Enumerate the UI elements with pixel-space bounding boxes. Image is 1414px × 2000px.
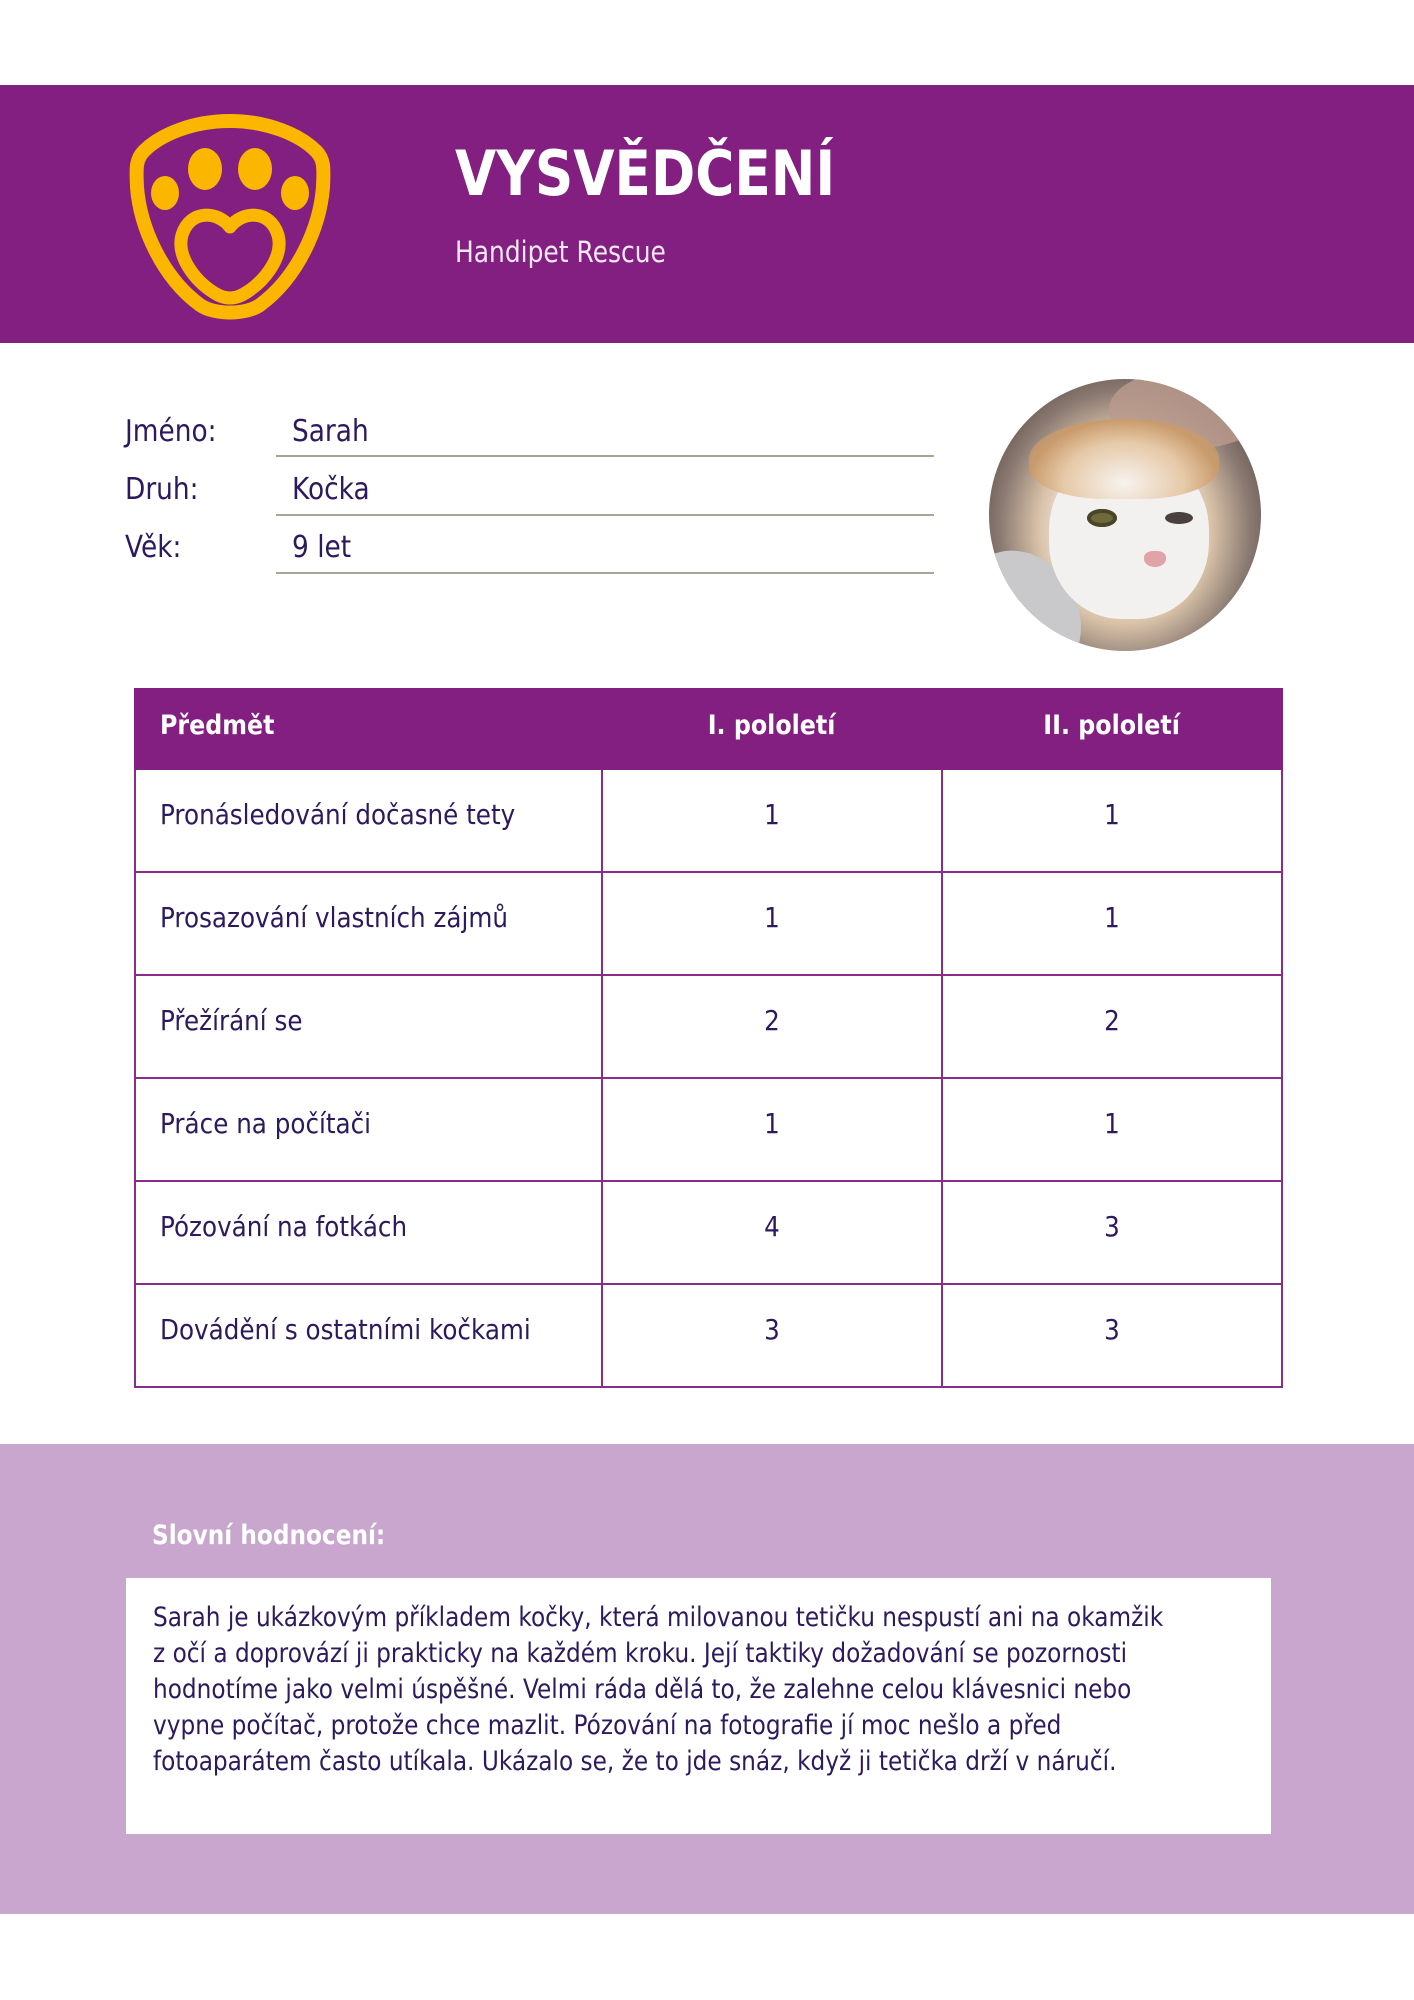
table-row	[135, 872, 1282, 975]
table-row	[135, 975, 1282, 1078]
grade-first-half: 1	[602, 1078, 942, 1181]
header-band	[0, 85, 1414, 343]
grades-table	[134, 688, 1283, 1388]
grade-first-half: 2	[602, 975, 942, 1078]
evaluation-heading: Slovní hodnocení:	[152, 1520, 386, 1551]
page-title: VYSVĚDČENÍ	[455, 137, 836, 210]
column-header-subject: Předmět	[135, 689, 602, 769]
column-header-first-half: I. pololetí	[602, 689, 942, 769]
subject-cell: Dovádění s ostatními kočkami	[135, 1284, 602, 1387]
subject-cell: Pózování na fotkách	[135, 1181, 602, 1284]
evaluation-box	[126, 1578, 1271, 1834]
subject-cell: Pronásledování dočasné tety	[135, 769, 602, 872]
subject-cell: Přežírání se	[135, 975, 602, 1078]
grade-second-half: 1	[942, 1078, 1282, 1181]
age-label: Věk:	[125, 530, 182, 565]
name-underline	[276, 455, 934, 457]
grades-header-row	[135, 689, 1282, 769]
photo-cat-nose	[1144, 551, 1166, 567]
evaluation-line: fotoaparátem často utíkala. Ukázalo se, že to jde snáz, když ji tetička drží v náručí.	[153, 1746, 1117, 1777]
photo-cat-fur	[1029, 419, 1219, 499]
column-header-second-half: II. pololetí	[942, 689, 1282, 769]
organization-name: Handipet Rescue	[455, 235, 666, 269]
table-row	[135, 769, 1282, 872]
subject-cell: Prosazování vlastních zájmů	[135, 872, 602, 975]
grade-first-half: 1	[602, 872, 942, 975]
species-value: Kočka	[292, 472, 370, 507]
paw-heart-shield-icon	[122, 107, 338, 323]
pet-photo	[989, 379, 1261, 651]
evaluation-section	[0, 1444, 1414, 1914]
evaluation-line: hodnotíme jako velmi úspěšné. Velmi ráda dělá to, že zalehne celou klávesnici nebo	[153, 1674, 1132, 1705]
age-value: 9 let	[292, 530, 352, 565]
grade-second-half: 1	[942, 769, 1282, 872]
table-row	[135, 1078, 1282, 1181]
photo-cat-eye-left	[1087, 509, 1117, 527]
grade-first-half: 4	[602, 1181, 942, 1284]
table-row	[135, 1284, 1282, 1387]
species-label: Druh:	[125, 472, 199, 507]
species-row	[0, 472, 940, 532]
grade-first-half: 3	[602, 1284, 942, 1387]
subject-cell: Práce na počítači	[135, 1078, 602, 1181]
name-row	[0, 414, 940, 474]
grade-second-half: 1	[942, 872, 1282, 975]
evaluation-line: Sarah je ukázkovým příkladem kočky, která milovanou tetičku nespustí ani na okamžik	[153, 1602, 1164, 1633]
grade-first-half: 1	[602, 769, 942, 872]
grade-second-half: 3	[942, 1284, 1282, 1387]
name-label: Jméno:	[125, 414, 217, 449]
name-value: Sarah	[292, 414, 369, 449]
species-underline	[276, 514, 934, 516]
evaluation-line: z očí a doprovází ji prakticky na každém kroku. Její taktiky dožadování se pozornosti	[153, 1638, 1128, 1669]
evaluation-text	[153, 1600, 1219, 1780]
age-row	[0, 530, 940, 590]
photo-cat-eye-right	[1165, 512, 1193, 524]
table-row	[135, 1181, 1282, 1284]
grade-second-half: 2	[942, 975, 1282, 1078]
evaluation-line: vypne počítač, protože chce mazlit. Pózování na fotografie jí moc nešlo a před	[153, 1710, 1062, 1741]
age-underline	[276, 572, 934, 574]
grade-second-half: 3	[942, 1181, 1282, 1284]
